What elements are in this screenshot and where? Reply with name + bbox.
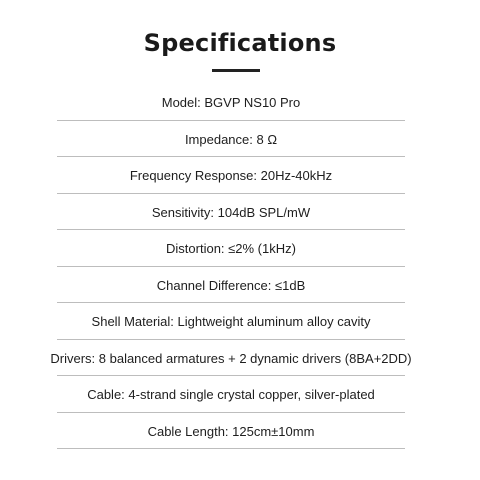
spec-row-impedance xyxy=(57,121,405,158)
page-title: Specifications xyxy=(143,29,337,57)
spec-impedance-text: Impedance: 8 Ω xyxy=(184,131,278,147)
spec-cable-length-text: Cable Length: 125cm±10mm xyxy=(147,423,315,439)
spec-row-channel-difference xyxy=(57,267,405,304)
spec-row-frequency-response xyxy=(57,157,405,194)
spec-sensitivity-text: Sensitivity: 104dB SPL/mW xyxy=(151,204,311,220)
spec-cable-text: Cable: 4-strand single crystal copper, silver-plated xyxy=(87,387,375,403)
spec-row-shell-material xyxy=(57,303,405,340)
spec-distortion-text: Distortion: ≤2% (1kHz) xyxy=(166,241,296,257)
spec-frequency-response-text: Frequency Response: 20Hz-40kHz xyxy=(129,168,333,184)
spec-row-cable-length xyxy=(57,413,405,450)
spec-model-text: Model: BGVP NS10 Pro xyxy=(161,95,301,111)
spec-row-model xyxy=(57,84,405,121)
spec-drivers-text: Drivers: 8 balanced armatures + 2 dynamic drivers (8BA+2DD) xyxy=(50,350,412,366)
spec-row-sensitivity xyxy=(57,194,405,231)
spec-row-distortion xyxy=(57,230,405,267)
spec-list xyxy=(50,84,412,449)
spec-row-cable xyxy=(57,376,405,413)
spec-shell-material-text: Shell Material: Lightweight aluminum alloy cavity xyxy=(91,314,371,330)
spec-row-drivers xyxy=(50,340,412,377)
spec-channel-difference-text: Channel Difference: ≤1dB xyxy=(156,277,306,293)
title-underline-divider xyxy=(212,69,260,72)
